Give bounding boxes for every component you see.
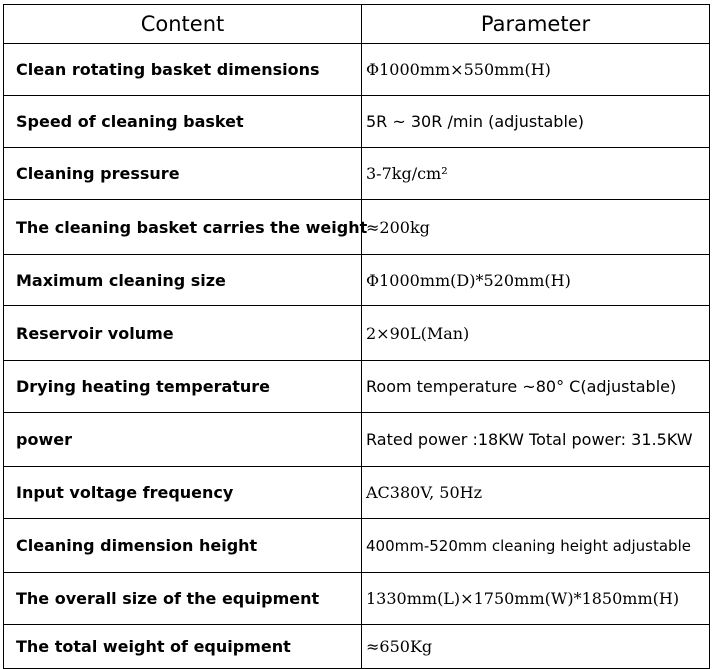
row-parameter: 400mm-520mm cleaning height adjustable: [362, 519, 710, 573]
row-content: The total weight of equipment: [4, 625, 362, 669]
row-content: Drying heating temperature: [4, 361, 362, 413]
row-parameter: Room temperature ~80° C(adjustable): [362, 361, 710, 413]
row-content: Cleaning dimension height: [4, 519, 362, 573]
row-parameter: Φ1000mm×550mm(H): [362, 44, 710, 96]
row-content: The overall size of the equipment: [4, 573, 362, 625]
table-row: [4, 413, 710, 467]
row-content: power: [4, 413, 362, 467]
table-row: [4, 519, 710, 573]
row-parameter: Φ1000mm(D)*520mm(H): [362, 255, 710, 306]
row-content: Reservoir volume: [4, 306, 362, 361]
row-parameter: 3-7kg/cm²: [362, 148, 710, 200]
row-parameter: ≈200kg: [362, 200, 710, 255]
table-row: [4, 625, 710, 669]
row-parameter: Rated power :18KW Total power: 31.5KW: [362, 413, 710, 467]
table-row: [4, 306, 710, 361]
row-content: The cleaning basket carries the weight: [4, 200, 362, 255]
table-row: [4, 148, 710, 200]
row-parameter: AC380V, 50Hz: [362, 467, 710, 519]
row-content: Clean rotating basket dimensions: [4, 44, 362, 96]
table-row: [4, 255, 710, 306]
table-row: [4, 573, 710, 625]
row-parameter: 1330mm(L)×1750mm(W)*1850mm(H): [362, 573, 710, 625]
row-content: Maximum cleaning size: [4, 255, 362, 306]
table-row: [4, 44, 710, 96]
row-content: Input voltage frequency: [4, 467, 362, 519]
spec-table: [3, 4, 710, 669]
table-header-row: [4, 5, 710, 44]
row-content: Cleaning pressure: [4, 148, 362, 200]
row-parameter: 2×90L(Man): [362, 306, 710, 361]
header-parameter: Parameter: [362, 5, 710, 44]
row-content: Speed of cleaning basket: [4, 96, 362, 148]
header-content: Content: [4, 5, 362, 44]
row-parameter: ≈650Kg: [362, 625, 710, 669]
table-row: [4, 96, 710, 148]
table-row: [4, 361, 710, 413]
table-row: [4, 200, 710, 255]
row-parameter: 5R ~ 30R /min (adjustable): [362, 96, 710, 148]
table-row: [4, 467, 710, 519]
